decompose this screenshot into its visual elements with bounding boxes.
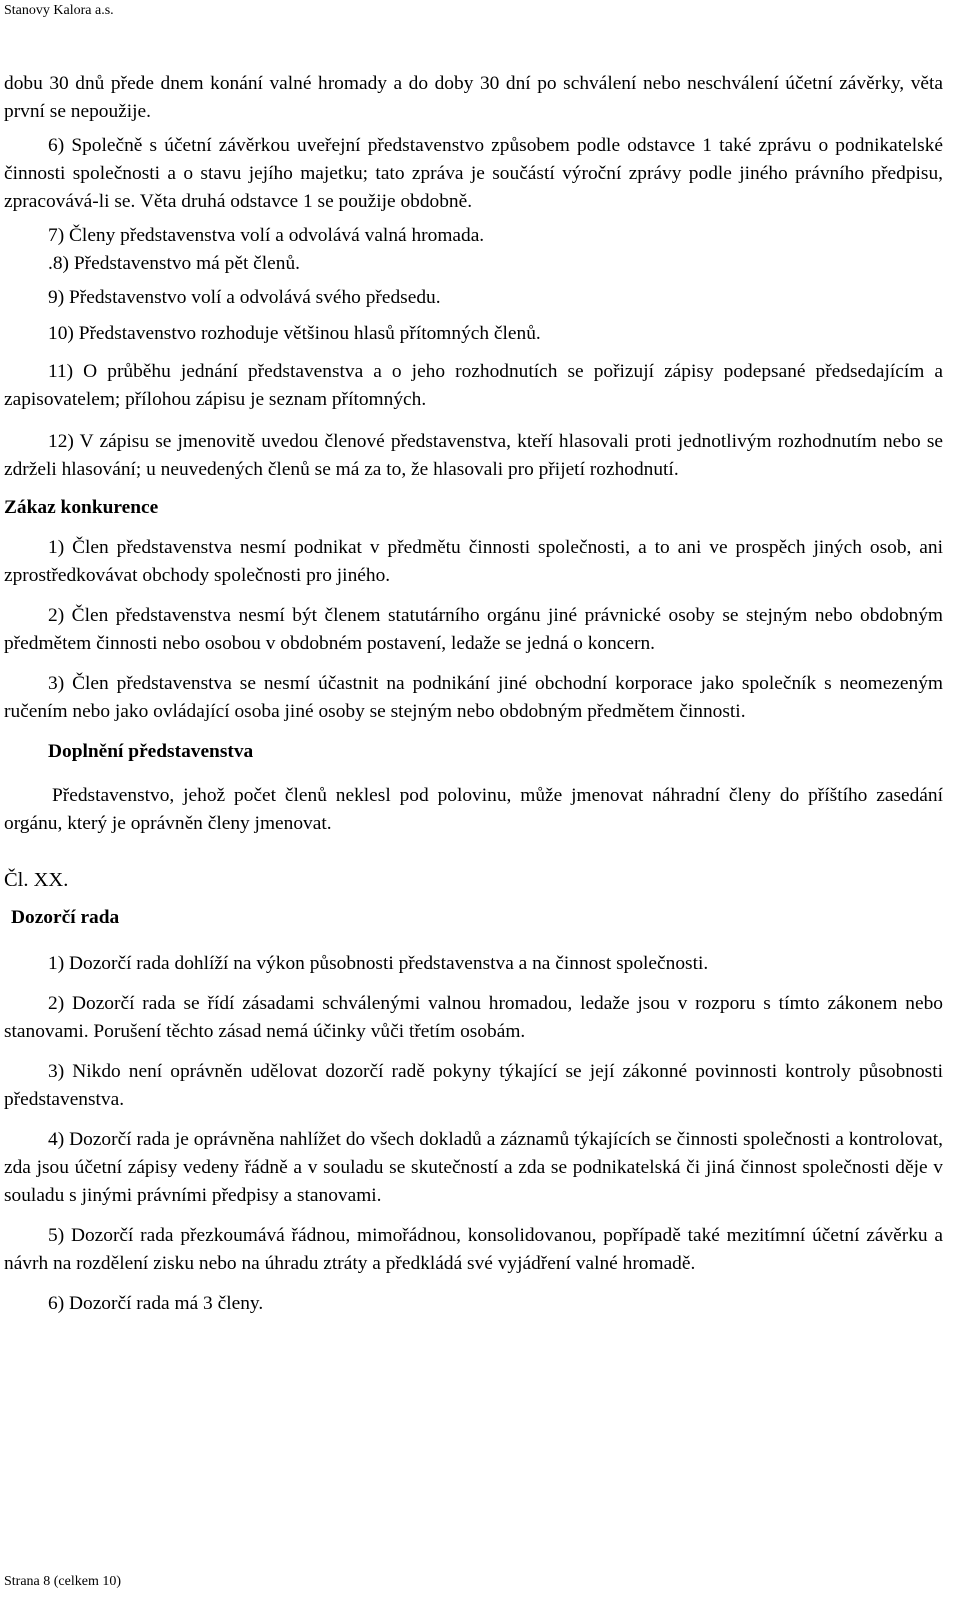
competition-paragraph-1: 1) Člen představenstva nesmí podnikat v předmětu činnosti společnosti, a to ani ve prospěch jiných osob, ani zprostředkovávat obchody společnosti pro jiného. [4, 537, 943, 586]
section-heading-competition: Zákaz konkurence [4, 497, 159, 518]
supervisory-paragraph-6: 6) Dozorčí rada má 3 členy. [48, 1293, 264, 1314]
paragraph-6: 6) Společně s účetní závěrkou uveřejní představenstvo způsobem podle odstavce 1 také zprávu o podnikatelské činnosti společnosti a o stavu jejího majetku; tato zpráva je součástí výroční zprávy podle jiného právního předpisu, zpracovává-li se. Věta druhá odstavce 1 se použije obdobně. [4, 135, 943, 212]
paragraph-7: 7) Členy představenstva volí a odvolává valná hromada. [48, 225, 485, 246]
supervisory-paragraph-3: 3) Nikdo není oprávněn udělovat dozorčí radě pokyny týkající se její zákonné povinnosti kontroly působnosti představenstva. [4, 1061, 943, 1110]
paragraph-10: 10) Představenstvo rozhoduje většinou hlasů přítomných členů. [48, 323, 541, 344]
page-header-title: Stanovy Kalora a.s. [4, 3, 114, 18]
page-number-footer: Strana 8 (celkem 10) [4, 1574, 122, 1589]
supervisory-paragraph-2: 2) Dozorčí rada se řídí zásadami schválenými valnou hromadou, ledaže jsou v rozporu s tímto zákonem nebo stanovami. Porušení těchto zásad nemá účinky vůči třetím osobám. [4, 993, 943, 1042]
competition-paragraph-3: 3) Člen představenstva se nesmí účastnit na podnikání jiné obchodní korporace jako společník s neomezeným ručením nebo jako ovládající osoba jiné osoby se stejným nebo obdobným předmětem činnosti. [4, 673, 943, 722]
paragraph-9: 9) Představenstvo volí a odvolává svého předsedu. [48, 287, 441, 308]
competition-paragraph-2: 2) Člen představenstva nesmí být členem statutárního orgánu jiné právnické osoby se stejným nebo obdobným předmětem činnosti nebo osobou v obdobném postavení, ledaže se jedná o koncern. [4, 605, 943, 654]
board-supplement-paragraph: Představenstvo, jehož počet členů neklesl pod polovinu, může jmenovat náhradní členy do příštího zasedání orgánu, který je oprávněn členy jmenovat. [4, 785, 943, 834]
supervisory-paragraph-5: 5) Dozorčí rada přezkoumává řádnou, mimořádnou, konsolidovanou, popřípadě také mezitímní účetní závěrku a návrh na rozdělení zisku nebo na úhradu ztráty a předkládá své vyjádření valné hromadě. [4, 1225, 943, 1274]
paragraph-12: 12) V zápisu se jmenovitě uvedou členové představenstva, kteří hlasovali proti jednotlivým rozhodnutím nebo se zdrželi hlasování; u neuvedených členů se má za to, že hlasovali pro přijetí rozhodnutí. [4, 431, 943, 480]
document-body [4, 70, 943, 1318]
section-heading-board-supplement: Doplnění představenstva [48, 741, 254, 762]
paragraph-8: .8) Představenstvo má pět členů. [48, 253, 301, 274]
supervisory-paragraph-4: 4) Dozorčí rada je oprávněna nahlížet do všech dokladů a záznamů týkajících se činnosti společnosti a kontrolovat, zda jsou účetní zápisy vedeny řádně a v souladu se skutečností a zda se podnikatelská či jiná činnost společnosti děje v souladu s jinými právními předpisy a stanovami. [4, 1129, 943, 1206]
paragraph-11: 11) O průběhu jednání představenstva a o jeho rozhodnutích se pořizují zápisy podepsané předsedajícím a zapisovatelem; přílohou zápisu je seznam přítomných. [4, 361, 943, 410]
paragraph-continuation: dobu 30 dnů přede dnem konání valné hromady a do doby 30 dní po schválení nebo neschválení účetní závěrky, věta první se nepoužije. [4, 73, 943, 122]
supervisory-paragraph-1: 1) Dozorčí rada dohlíží na výkon působnosti představenstva a na činnost společnosti. [48, 953, 709, 974]
section-heading-supervisory-board: Dozorčí rada [11, 907, 120, 928]
article-number: Čl. XX. [4, 869, 69, 891]
